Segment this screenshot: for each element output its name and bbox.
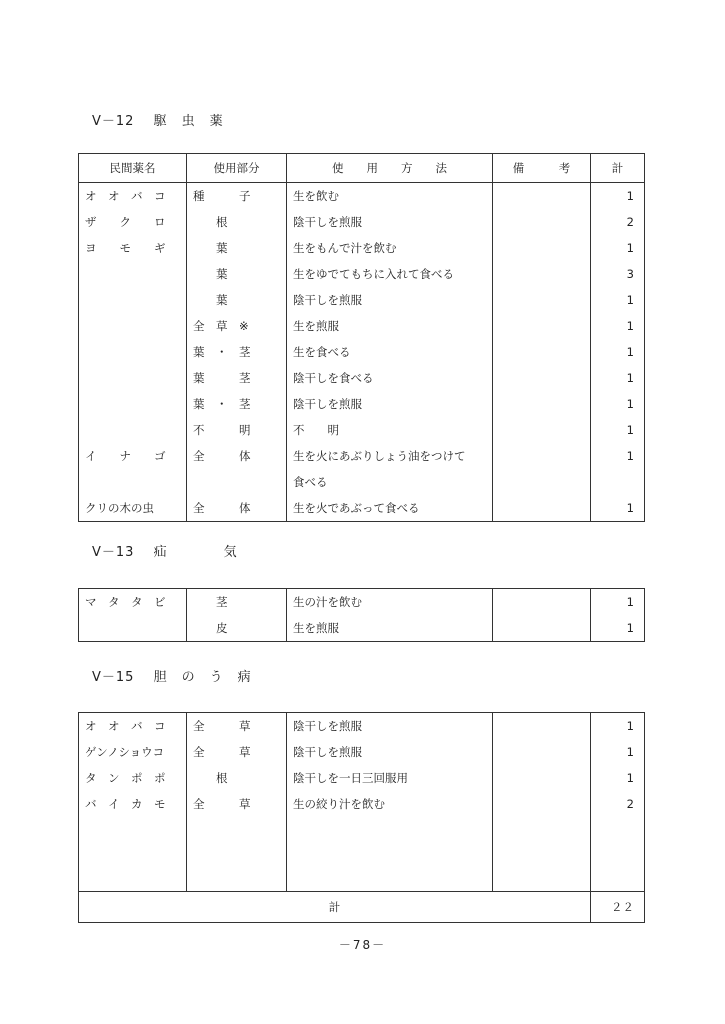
table-row [79,765,645,791]
cell-part-used [187,469,287,495]
table-row [79,739,645,765]
table-gallbladder [78,712,645,923]
table-row [79,365,645,391]
table-row [79,391,645,417]
cell-method: 生を飲む [287,183,493,210]
cell-part-used: 種 子 [187,183,287,210]
cell-method: 陰干しを煎服 [287,739,493,765]
cell-note [493,589,591,616]
cell-part-used: 葉 [187,261,287,287]
cell-method: 陰干しを煎服 [287,287,493,313]
cell-method: 生の絞り汁を飲む [287,791,493,817]
table-row [79,713,645,740]
spacer-row [79,817,645,892]
cell-part-used: 全 草 [187,791,287,817]
cell-part-used: 茎 [187,589,287,616]
cell-note [493,183,591,210]
col-header-name: 民間薬名 [79,154,187,183]
col-header-count: 計 [591,154,645,183]
table-row [79,313,645,339]
cell-remedy-name: イ ナ ゴ [79,443,187,469]
cell-remedy-name [79,615,187,642]
table-row [79,339,645,365]
cell-note [493,313,591,339]
cell-count: 1 [591,235,645,261]
cell-method: 陰干しを煎服 [287,209,493,235]
table-deworming [78,153,645,522]
cell-remedy-name: クリの木の虫 [79,495,187,522]
cell-method: 生を火であぶって食べる [287,495,493,522]
page-number: －78－ [338,938,387,952]
cell-remedy-name: マ タ タ ビ [79,589,187,616]
table-row [79,589,645,616]
cell-remedy-name [79,365,187,391]
cell-count: 1 [591,589,645,616]
table-header-row [79,154,645,183]
cell-method: 生をゆでてもちに入れて食べる [287,261,493,287]
cell-remedy-name: オ オ バ コ [79,713,187,740]
cell-part-used: 全 体 [187,443,287,469]
cell-method: 陰干しを食べる [287,365,493,391]
cell-method: 生を火にあぶりしょう油をつけて [287,443,493,469]
cell-count: 1 [591,287,645,313]
cell-method: 陰干しを一日三回服用 [287,765,493,791]
section1-title: 駆 虫 薬 [153,114,224,129]
col-header-note: 備 考 [493,154,591,183]
cell-part-used: 全 草 [187,739,287,765]
section3-heading [92,666,252,685]
cell-part-used: 葉 ・ 茎 [187,391,287,417]
table-row [79,443,645,469]
cell-count: 1 [591,739,645,765]
cell-remedy-name [79,391,187,417]
cell-count: 1 [591,443,645,469]
cell-count: 3 [591,261,645,287]
table-row [79,287,645,313]
cell-part-used: 葉 ・ 茎 [187,339,287,365]
cell-method: 陰干しを煎服 [287,713,493,740]
section1-heading [92,110,224,129]
cell-count: 1 [591,391,645,417]
cell-count: 1 [591,365,645,391]
table-row [79,791,645,817]
cell-note [493,209,591,235]
col-header-part: 使用部分 [187,154,287,183]
cell-method: 生を煎服 [287,615,493,642]
cell-remedy-name [79,339,187,365]
table-row [79,235,645,261]
cell-method: 生をもんで汁を飲む [287,235,493,261]
cell-note [493,235,591,261]
cell-count: 1 [591,765,645,791]
cell-part-used: 全 草 ※ [187,313,287,339]
cell-note [493,791,591,817]
cell-part-used: 葉 [187,287,287,313]
table-row [79,183,645,210]
cell-count: 1 [591,417,645,443]
cell-method: 生を煎服 [287,313,493,339]
cell-remedy-name: バ イ カ モ [79,791,187,817]
cell-note [493,469,591,495]
cell-remedy-name [79,469,187,495]
cell-count: 1 [591,495,645,522]
cell-note [493,417,591,443]
cell-part-used: 葉 [187,235,287,261]
cell-note [493,443,591,469]
cell-method: 生の汁を飲む [287,589,493,616]
cell-method: 生を食べる [287,339,493,365]
cell-count: 1 [591,183,645,210]
cell-count: 1 [591,615,645,642]
section3-title: 胆 の う 病 [153,670,252,685]
cell-method: 食べる [287,469,493,495]
cell-remedy-name: ゲンノショウコ [79,739,187,765]
cell-remedy-name: オ オ バ コ [79,183,187,210]
cell-note [493,391,591,417]
cell-remedy-name: ザ ク ロ [79,209,187,235]
cell-remedy-name [79,313,187,339]
cell-part-used: 根 [187,765,287,791]
cell-part-used: 葉 茎 [187,365,287,391]
cell-remedy-name [79,417,187,443]
cell-part-used: 不 明 [187,417,287,443]
table-colic [78,588,645,642]
cell-note [493,261,591,287]
total-value: ２２ [591,892,645,923]
cell-count: 1 [591,339,645,365]
cell-note [493,615,591,642]
cell-part-used: 根 [187,209,287,235]
cell-count: 1 [591,313,645,339]
cell-note [493,287,591,313]
cell-count [591,469,645,495]
cell-count: 1 [591,713,645,740]
table-row [79,209,645,235]
section2-code: V－13 [92,545,135,560]
cell-remedy-name [79,261,187,287]
cell-note [493,495,591,522]
cell-method: 不 明 [287,417,493,443]
cell-remedy-name: ヨ モ ギ [79,235,187,261]
cell-remedy-name: タ ン ポ ポ [79,765,187,791]
cell-note [493,339,591,365]
table-row [79,417,645,443]
cell-method: 陰干しを煎服 [287,391,493,417]
cell-count: 2 [591,209,645,235]
table-row [79,261,645,287]
section3-code: V－15 [92,670,135,685]
total-row [79,892,645,923]
table-row [79,495,645,522]
cell-count: 2 [591,791,645,817]
table-row [79,469,645,495]
cell-remedy-name [79,287,187,313]
cell-part-used: 皮 [187,615,287,642]
section2-title: 疝 気 [153,545,238,560]
table-row [79,615,645,642]
total-label: 計 [79,892,591,923]
cell-note [493,739,591,765]
cell-note [493,765,591,791]
section2-heading [92,541,238,560]
cell-part-used: 全 体 [187,495,287,522]
cell-note [493,365,591,391]
section1-code: V－12 [92,114,135,129]
cell-note [493,713,591,740]
col-header-method: 使 用 方 法 [287,154,493,183]
cell-part-used: 全 草 [187,713,287,740]
